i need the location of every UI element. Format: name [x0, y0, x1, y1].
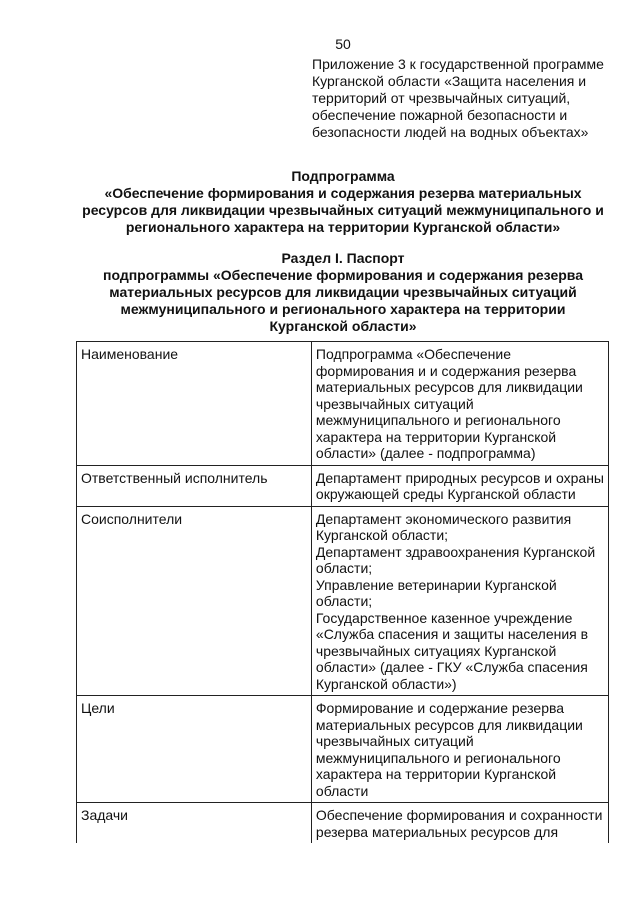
table-row	[77, 696, 609, 803]
row-value-line: Подпрограмма «Обеспечение	[315, 346, 512, 362]
row-value-line: чрезвычайных ситуаций	[315, 395, 474, 412]
row-value-line: Курганской области;	[315, 527, 449, 543]
row-value-line: формирования и и содержания резерва	[315, 362, 577, 379]
row-label: Цели	[77, 696, 312, 803]
subprogram-heading-line: ресурсов для ликвидации чрезвычайных ситуаций межмуниципального и	[82, 202, 604, 218]
row-value-line: Департамент здравоохранения Курганской	[315, 543, 596, 560]
row-value-line: Курганской области»)	[315, 675, 457, 692]
section-heading-line: подпрограммы «Обеспечение формирования и содержания резерва	[103, 267, 583, 283]
row-value	[311, 696, 608, 803]
subprogram-heading	[60, 168, 626, 236]
row-value-line: Департамент экономического развития	[315, 510, 572, 527]
section-heading-line: материальных ресурсов для ликвидации чрезвычайных ситуаций	[109, 284, 577, 300]
row-value	[311, 803, 608, 844]
subprogram-heading-line: «Обеспечение формирования и содержания резерва материальных	[104, 185, 582, 201]
row-label: Задачи	[77, 803, 312, 844]
row-value-line: Департамент природных ресурсов и охраны	[315, 469, 604, 486]
row-value	[311, 465, 608, 506]
appendix-line: безопасности людей на водных объектах»	[312, 124, 589, 140]
row-value-line: резерва материальных ресурсов для	[315, 823, 559, 840]
table-row	[77, 803, 609, 844]
row-value-line: Формирование и содержание резерва	[315, 700, 565, 716]
row-value-line: межмуниципального и регионального	[315, 412, 561, 428]
row-value-line: характера на территории Курганской	[315, 766, 557, 782]
row-value-line: Обеспечение формирования и сохранности	[315, 807, 603, 823]
table-row	[77, 342, 609, 466]
row-value	[311, 506, 608, 696]
row-value-line: окружающей среды Курганской области	[315, 486, 576, 502]
appendix-note	[312, 56, 612, 141]
row-value	[311, 342, 608, 466]
row-value-line: материальных ресурсов для ликвидации	[315, 379, 583, 395]
passport-table	[76, 341, 609, 843]
subprogram-heading-line: Подпрограмма	[291, 168, 395, 184]
appendix-line: обеспечение пожарной безопасности и	[312, 107, 568, 123]
subprogram-heading-line: регионального характера на территории Курганской области»	[125, 219, 561, 235]
row-value-line: Государственное казенное учреждение	[315, 609, 573, 626]
row-value-line: Управление ветеринарии Курганской	[315, 576, 557, 593]
row-value-line: чрезвычайных ситуациях Курганской	[315, 642, 557, 659]
appendix-line: Курганской области «Защита населения и	[312, 73, 587, 89]
row-value-line: межмуниципального и регионального	[315, 749, 561, 766]
row-value-line: «Служба спасения и защиты населения в	[315, 626, 589, 642]
row-label: Ответственный исполнитель	[77, 465, 312, 506]
row-value-line: области» (далее - подпрограмма)	[315, 445, 536, 461]
row-value-line: материальных ресурсов для ликвидации	[315, 716, 583, 733]
row-label: Наименование	[77, 342, 312, 466]
row-label: Соисполнители	[77, 506, 312, 696]
section-heading-line: Раздел I. Паспорт	[281, 250, 405, 266]
row-value-line: области» (далее - ГКУ «Служба спасения	[315, 659, 588, 675]
appendix-line: Приложение 3 к государственной программе	[312, 56, 604, 72]
table-row	[77, 506, 609, 696]
section-heading	[60, 250, 626, 335]
section-heading-line: межмуниципального и регионального характера на территории	[120, 301, 566, 317]
row-value-line: области	[315, 782, 369, 799]
appendix-line: территорий от чрезвычайных ситуаций,	[312, 90, 571, 106]
row-value-line: чрезвычайных ситуаций	[315, 733, 474, 749]
row-value-line: характера на территории Курганской	[315, 428, 557, 445]
section-heading-line: Курганской области»	[269, 318, 417, 334]
table-row	[77, 465, 609, 506]
row-value-line: области;	[315, 593, 373, 609]
row-value-line: области;	[315, 560, 373, 576]
page-number: 50	[335, 36, 351, 52]
